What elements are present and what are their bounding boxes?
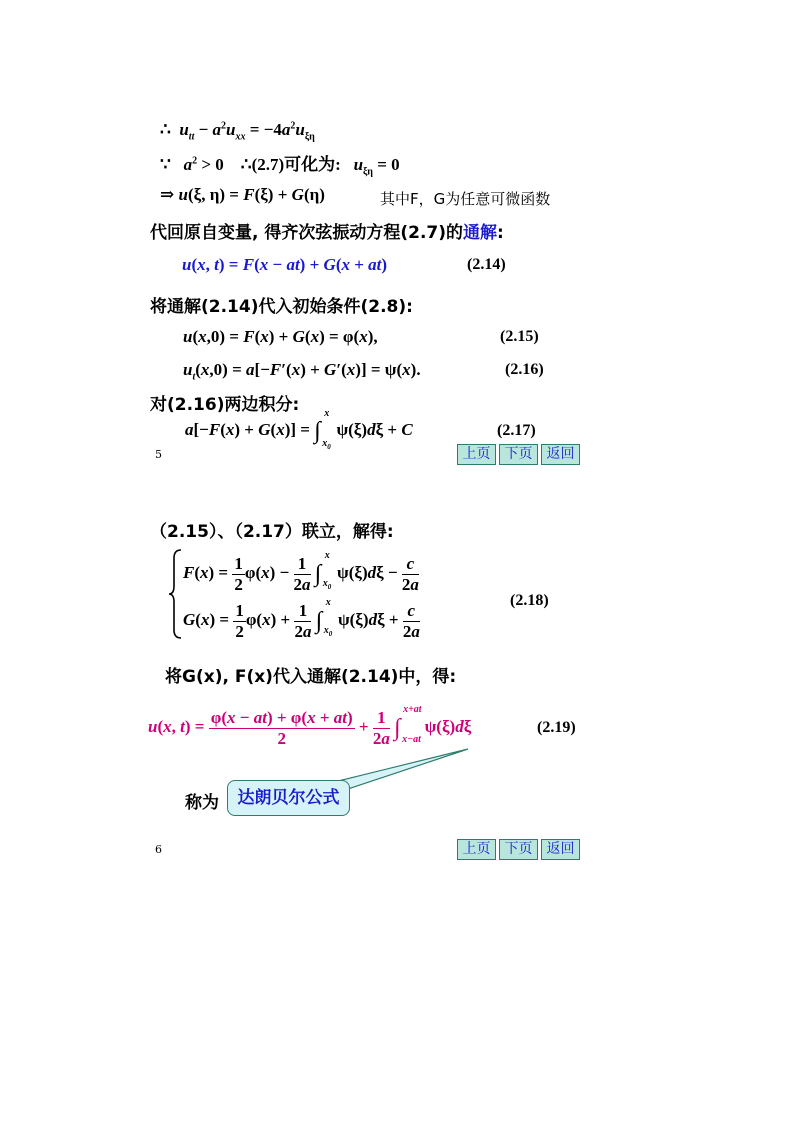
nav-bar	[457, 444, 579, 465]
integral-sign: ∫ x $x_0$	[314, 550, 332, 591]
equation-2-19: u(x, t) = $\frac{\varphi(x - at) + \varphi(x + at)}{2}$ + $\frac{1}{2a}$ ∫ x+at x−at ψ(ξ)dξ	[148, 705, 471, 750]
colon: :	[497, 223, 504, 243]
equation-tag-2-15: (2.15)	[500, 328, 539, 345]
arbitrary-functions-note: 其中F，G为任意可微函数	[380, 190, 551, 208]
system-brace	[168, 548, 184, 640]
general-solution-highlight: 通解	[463, 223, 498, 243]
integral-sign: ∫ x $x_0$	[314, 408, 331, 451]
equation-G-row: G(x) = $\frac{1}{2}$ φ(x) + $\frac{1}{2a}$ ∫ x $x_0$ ψ(ξ)dξ + $\frac{c}{2a}$	[183, 597, 420, 641]
equation-2-15: u(x,0) = F(x) + G(x) = φ(x),	[183, 327, 378, 346]
integrate-both-sides: 对(2.16)两边积分:	[150, 395, 300, 415]
intro-text: 代回原自变量, 得齐次弦振动方程(2.7)的	[150, 223, 464, 243]
equation-tag-2-14: (2.14)	[467, 256, 506, 273]
equation-line-1: ∴ $u_{tt} - a^2u_{xx} = -4a^2u_{\xi\eta}$	[160, 120, 315, 143]
callout-pointer	[330, 745, 480, 795]
equation-line-2: ∵ $a^2 > 0$ ∴(2.7)可化为: $u_{\xi\eta} = 0$	[160, 155, 400, 178]
page-number: 6	[155, 843, 162, 856]
integral-sign: ∫ x $x_0$	[315, 597, 333, 638]
equation-2-14: u(x, t) = F(x − at) + G(x + at)	[182, 255, 388, 274]
integral-sign: ∫ x+at x−at	[394, 704, 422, 745]
equation-tag-2-19: (2.19)	[537, 719, 576, 736]
equation-tag-2-18: (2.18)	[510, 592, 549, 609]
nav-bar	[457, 839, 579, 860]
simplify-text: ∴(2.7)可化为:	[240, 155, 341, 174]
equation-F-row: F(x) = $\frac{1}{2}$ φ(x) − $\frac{1}{2a}$ ∫ x $x_0$ ψ(ξ)dξ − $\frac{c}{2a}$	[183, 550, 419, 594]
equation-tag-2-17: (2.17)	[497, 422, 536, 439]
page-number: 5	[155, 448, 162, 461]
substitute-initial-conditions: 将通解(2.14)代入初始条件(2.8):	[150, 297, 413, 317]
named-as-text: 称为	[185, 793, 219, 813]
combined-solve-text: （2.15）、（2.17）联立，解得:	[150, 522, 394, 542]
next-page-button[interactable]: 下页	[499, 839, 538, 860]
because-symbol: ∵	[160, 155, 171, 174]
equation-tag-2-16: (2.16)	[505, 361, 544, 378]
prev-page-button[interactable]: 上页	[457, 444, 496, 465]
prev-page-button[interactable]: 上页	[457, 839, 496, 860]
back-button[interactable]: 返回	[541, 839, 580, 860]
equation-2-17: a[−F(x) + G(x)] = ∫ x $x_0$ ψ(ξ)dξ + C	[185, 408, 413, 451]
equation-line-3: ⇒ u(ξ, η) = F(ξ) + G(η)	[160, 185, 325, 204]
dalembert-formula-callout: 达朗贝尔公式	[227, 780, 350, 816]
back-button[interactable]: 返回	[541, 444, 580, 465]
substitute-text: 将G(x), F(x)代入通解(2.14)中，得:	[165, 667, 457, 687]
general-solution-intro	[150, 218, 504, 243]
equation-2-16: $u_t(x,0) = a[-F'(x) + G'(x)] = \psi(x)$.	[183, 360, 421, 383]
next-page-button[interactable]: 下页	[499, 444, 538, 465]
